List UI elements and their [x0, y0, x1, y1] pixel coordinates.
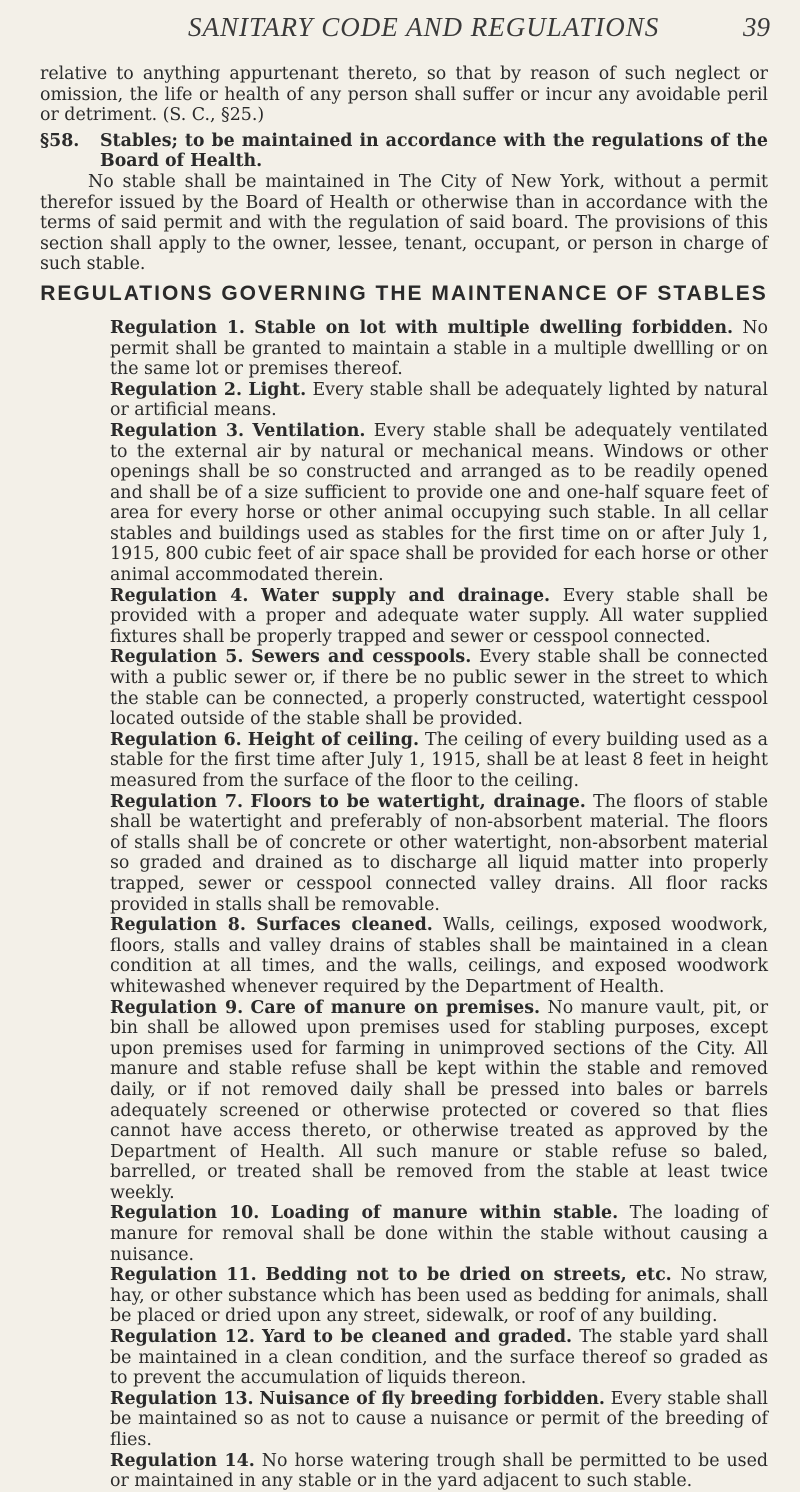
regulation-item [110, 1327, 768, 1389]
regulation-text: The loading of manure for removal shall be done within the stable without causing a nuisance. [110, 1203, 768, 1265]
section-number: §58. [40, 130, 80, 151]
regulation-text: Every stable shall be adequately ventilated to the external air by natural or mechanical means. Windows or other openings shall be so constructed and arranged as to be readily opened and shall be of a size sufficient to provide one and one-half square feet of area for every horse or other animal occupying such stable. In all cellar stables and buildings used as stables for the first time on or after July 1, 1915, 800 cubic feet of air space shall be provided for each horse or other animal accommodated therein. [110, 420, 768, 586]
regulation-text: The floors of stable shall be watertight and preferably of non-absorbent material. The floors of stalls shall be of concrete or other watertight, non-absorbent material so graded and drained as to discharge all liquid matter into properly trapped, sewer or cesspool connected valley drains. All floor racks provided in stalls shall be removable. [110, 791, 769, 915]
regulation-text: Every stable shall be provided with a proper and adequate water supply. All water supplied fixtures shall be properly trapped and sewer or cesspool connected. [110, 585, 769, 647]
running-title: SANITARY CODE AND REGULATIONS [188, 12, 660, 42]
regulation-text: No straw, hay, or other substance which has been used as bedding for animals, shall be placed or dried upon any street, sidewalk, or roof of any building. [110, 1265, 768, 1327]
regulation-number: Regulation 11. [110, 1265, 257, 1286]
regulation-item [110, 586, 768, 648]
regulation-number: Regulation 9. [110, 997, 244, 1018]
regulations-heading: REGULATIONS GOVERNING THE MAINTENANCE OF STABLES [40, 281, 768, 305]
regulation-title: Light. [248, 379, 307, 400]
regulation-text: No permit shall be granted to maintain a stable in a multiple dwellling or on the same lot or premises thereof. [110, 317, 768, 380]
regulation-title: Sewers and cesspools. [251, 647, 472, 668]
page-number: 39 [743, 12, 770, 42]
regulation-title: Nuisance of fly breeding forbidden. [259, 1388, 605, 1409]
regulation-item [110, 1451, 768, 1492]
regulation-title: Ventilation. [252, 420, 366, 441]
intro-paragraph: relative to anything appurtenant thereto, so that by reason of such neglect or omission, the life or health of any person shall suffer or incur any avoidable peril or detriment. (S. C., §25.) [40, 64, 768, 126]
regulation-title: Bedding not to be dried on streets, etc. [265, 1265, 672, 1286]
regulation-number: Regulation 14. [110, 1450, 255, 1471]
regulation-item [110, 380, 768, 421]
regulation-text: Walls, ceilings, exposed woodwork, floors, stalls and valley drains of stables shall be maintained in a clean condition at all times, and the walls, ceilings, and exposed woodwork whitewashed whenever required by the Department of Health. [110, 915, 769, 997]
regulation-number: Regulation 5. [110, 647, 244, 668]
regulation-number: Regulation 1. [110, 317, 245, 338]
regulation-item [110, 647, 768, 729]
regulation-title: Height of ceiling. [247, 729, 420, 750]
regulation-text: No manure vault, pit, or bin shall be allowed upon premises used for stabling purposes, except upon premises used for farming in unimproved sections of the City. All manure and stable refuse shall be kept within the stable and removed daily, or if not removed daily shall be pressed into bales or barrels adequately screened or otherwise protected or covered so that flies cannot have access thereto, or otherwise treated as approved by the Department of Health. All such manure or stable refuse so baled, barrelled, or treated shall be removed from the stable at least twice weekly. [110, 997, 769, 1203]
regulation-title: Surfaces cleaned. [256, 915, 433, 936]
running-head [0, 12, 800, 52]
regulation-item [110, 1265, 768, 1327]
regulation-number: Regulation 3. [110, 420, 245, 441]
regulation-number: Regulation 8. [110, 915, 246, 936]
regulation-item [110, 998, 768, 1204]
regulation-text: No horse watering trough shall be permitted to be used or maintained in any stable or in the yard adjacent to such stable. [110, 1450, 769, 1492]
section-body: No stable shall be maintained in The City of New York, without a permit therefor issued by the Board of Health or otherwise than in accordance with the terms of said permit and with the regulation of said board. The provisions of this section shall apply to the owner, lessee, tenant, occupant, or person in charge of such stable. [40, 171, 768, 275]
regulation-number: Regulation 6. [110, 729, 242, 750]
regulation-number: Regulation 13. [110, 1388, 254, 1409]
regulation-title: Loading of manure within stable. [270, 1203, 619, 1224]
page-body [40, 64, 768, 1492]
regulation-number: Regulation 12. [110, 1327, 255, 1348]
regulation-item [110, 915, 768, 997]
regulation-title: Yard to be cleaned and graded. [262, 1327, 573, 1348]
regulation-text: Every stable shall be adequately lighted by natural or artificial means. [110, 379, 768, 421]
regulation-text: Every stable shall be connected with a public sewer or, if there be no public sewer in the street to which the stable can be connected, a properly constructed, watertight cesspool located outside of the stable shall be provided. [110, 647, 768, 730]
regulation-number: Regulation 7. [110, 791, 244, 812]
regulation-item [110, 792, 768, 916]
regulations-list [40, 318, 768, 1492]
regulation-item [110, 1203, 768, 1265]
regulation-number: Regulation 2. [110, 379, 243, 400]
regulation-title: Water supply and drainage. [261, 585, 551, 606]
regulation-title: Care of manure on premises. [250, 997, 541, 1018]
regulation-text: The stable yard shall be maintained in a clean condition, and the surface thereof so graded as to prevent the accumulation of liquids thereon. [110, 1327, 769, 1389]
section-title: Stables; to be maintained in accordance with the regulations of the Board of Health. [100, 130, 768, 172]
regulation-text: The ceiling of every building used as a stable for the first time after July 1, 1915, shall be at least 8 feet in height measured from the surface of the floor to the ceiling. [110, 729, 769, 791]
regulation-item [110, 421, 768, 586]
regulation-title: Stable on lot with multiple dwelling forbidden. [254, 317, 734, 338]
regulation-item [110, 318, 768, 380]
section-heading [40, 131, 768, 172]
regulation-title: Floors to be watertight, drainage. [250, 791, 586, 812]
regulation-item [110, 730, 768, 792]
regulation-number: Regulation 10. [110, 1203, 260, 1224]
regulation-number: Regulation 4. [110, 585, 249, 606]
regulation-item [110, 1389, 768, 1451]
regulation-text: Every stable shall be maintained so as not to cause a nuisance or permit of the breeding of flies. [110, 1388, 768, 1450]
